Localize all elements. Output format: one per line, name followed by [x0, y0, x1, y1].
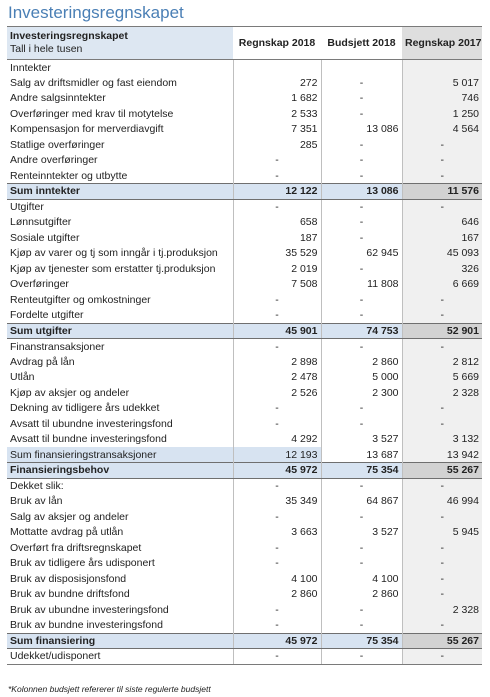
value-budsjett-2018: - — [321, 509, 402, 525]
row-label: Andre overføringer — [10, 154, 98, 167]
value-regnskap-2018: 12 193 — [233, 447, 321, 463]
table-sum-row — [7, 633, 482, 649]
row-label: Statlige overføringer — [10, 138, 105, 151]
value-regnskap-2017: 2 328 — [402, 602, 482, 618]
value-regnskap-2018: 2 526 — [233, 385, 321, 401]
value-regnskap-2017: - — [402, 308, 482, 324]
value-regnskap-2018: 45 972 — [233, 633, 321, 649]
table-row — [7, 230, 482, 246]
value-regnskap-2017: - — [402, 649, 482, 665]
value-regnskap-2017: 5 945 — [402, 525, 482, 541]
value-regnskap-2018: 7 508 — [233, 277, 321, 293]
row-label: Dekning av tidligere års udekket — [10, 402, 160, 415]
value-regnskap-2017: - — [402, 199, 482, 215]
table-sum-row — [7, 463, 482, 479]
table-row — [7, 277, 482, 293]
table-row — [7, 215, 482, 231]
table-row — [7, 75, 482, 91]
header-label-title: Investeringsregnskapet — [10, 30, 128, 42]
row-label: Utgifter — [10, 201, 44, 213]
table-row — [7, 106, 482, 122]
value-budsjett-2018: 3 527 — [321, 432, 402, 448]
row-label: Renteutgifter og omkostninger — [10, 293, 151, 306]
row-label: Overføringer — [10, 278, 69, 291]
value-budsjett-2018: - — [321, 75, 402, 91]
value-budsjett-2018: 13 086 — [321, 184, 402, 200]
value-budsjett-2018: 64 867 — [321, 494, 402, 510]
value-regnskap-2018: - — [233, 168, 321, 184]
value-budsjett-2018: 62 945 — [321, 246, 402, 262]
row-label: Avsatt til ubundne investeringsfond — [10, 417, 173, 430]
value-regnskap-2017: - — [402, 571, 482, 587]
row-label: Salg av driftsmidler og fast eiendom — [10, 76, 177, 89]
value-regnskap-2018: 2 533 — [233, 106, 321, 122]
value-budsjett-2018: 13 687 — [321, 447, 402, 463]
table-row — [7, 478, 482, 494]
table-row — [7, 416, 482, 432]
value-regnskap-2017: - — [402, 137, 482, 153]
value-regnskap-2018: - — [233, 199, 321, 215]
value-regnskap-2017: - — [402, 556, 482, 572]
row-label: Kjøp av aksjer og andeler — [10, 386, 130, 399]
row-label: Avsatt til bundne investeringsfond — [10, 433, 167, 446]
value-regnskap-2018: - — [233, 308, 321, 324]
row-label: Utlån — [10, 371, 35, 384]
value-regnskap-2017: 5 669 — [402, 370, 482, 386]
value-budsjett-2018: 5 000 — [321, 370, 402, 386]
row-label: Sum utgifter — [7, 323, 233, 339]
value-budsjett-2018: - — [321, 339, 402, 355]
value-regnskap-2017: 11 576 — [402, 184, 482, 200]
row-label: Bruk av tidligere års udisponert — [10, 557, 155, 570]
value-regnskap-2018: 658 — [233, 215, 321, 231]
table-row — [7, 602, 482, 618]
table-row — [7, 292, 482, 308]
value-regnskap-2017: 1 250 — [402, 106, 482, 122]
table-row — [7, 571, 482, 587]
value-budsjett-2018: - — [321, 292, 402, 308]
row-label: Bruk av bundne investeringsfond — [10, 619, 163, 631]
row-label: Bruk av ubundne investeringsfond — [10, 603, 169, 616]
value-regnskap-2018: 2 019 — [233, 261, 321, 277]
table-row — [7, 525, 482, 541]
table-body — [7, 60, 482, 665]
value-regnskap-2018: - — [233, 649, 321, 665]
value-regnskap-2018: 2 860 — [233, 587, 321, 603]
value-budsjett-2018: 75 354 — [321, 633, 402, 649]
row-label: Kompensasjon for merverdiavgift — [10, 123, 164, 136]
row-label: Inntekter — [10, 61, 51, 74]
value-regnskap-2017: 2 812 — [402, 354, 482, 370]
value-regnskap-2018 — [233, 60, 321, 76]
value-regnskap-2017: 746 — [402, 91, 482, 107]
value-regnskap-2018: - — [233, 478, 321, 494]
value-budsjett-2018: 11 808 — [321, 277, 402, 293]
row-label: Udekket/udisponert — [7, 649, 233, 665]
table-row — [7, 339, 482, 355]
value-regnskap-2017: 326 — [402, 261, 482, 277]
value-budsjett-2018: 2 860 — [321, 354, 402, 370]
value-regnskap-2017: 45 093 — [402, 246, 482, 262]
value-regnskap-2018: 3 663 — [233, 525, 321, 541]
value-budsjett-2018: - — [321, 540, 402, 556]
value-regnskap-2017: - — [402, 339, 482, 355]
value-regnskap-2017: 46 994 — [402, 494, 482, 510]
row-label: Sum inntekter — [7, 184, 233, 200]
value-budsjett-2018: - — [321, 106, 402, 122]
value-regnskap-2017: - — [402, 509, 482, 525]
value-regnskap-2017: 167 — [402, 230, 482, 246]
value-budsjett-2018: - — [321, 230, 402, 246]
value-regnskap-2017: 5 017 — [402, 75, 482, 91]
table-row — [7, 556, 482, 572]
value-budsjett-2018: - — [321, 308, 402, 324]
value-regnskap-2018: 4 292 — [233, 432, 321, 448]
value-regnskap-2017: - — [402, 416, 482, 432]
table-row — [7, 385, 482, 401]
table-row — [7, 308, 482, 324]
value-regnskap-2018: 187 — [233, 230, 321, 246]
table-row — [7, 447, 482, 463]
value-regnskap-2017: - — [402, 540, 482, 556]
row-label: Sosiale utgifter — [10, 231, 80, 244]
investment-accounts-table — [7, 26, 482, 665]
row-label: Kjøp av varer og tj som inngår i tj.produksjon — [10, 247, 218, 260]
value-regnskap-2017: - — [402, 401, 482, 417]
table-row — [7, 370, 482, 386]
header-label-cell — [7, 27, 233, 60]
table-row — [7, 246, 482, 262]
table-row — [7, 122, 482, 138]
value-regnskap-2018: 2 898 — [233, 354, 321, 370]
value-regnskap-2018: 272 — [233, 75, 321, 91]
value-budsjett-2018: - — [321, 215, 402, 231]
value-budsjett-2018: 74 753 — [321, 323, 402, 339]
value-regnskap-2018: 12 122 — [233, 184, 321, 200]
value-budsjett-2018: - — [321, 478, 402, 494]
value-regnskap-2018: - — [233, 540, 321, 556]
value-budsjett-2018: 4 100 — [321, 571, 402, 587]
value-regnskap-2017: 52 901 — [402, 323, 482, 339]
value-regnskap-2018: - — [233, 401, 321, 417]
row-label: Mottatte avdrag på utlån — [10, 526, 124, 539]
value-budsjett-2018: - — [321, 401, 402, 417]
table-header-row — [7, 27, 482, 60]
table-sum-row — [7, 184, 482, 200]
header-budsjett-2018: Budsjett 2018 — [321, 27, 402, 60]
value-regnskap-2017: 2 328 — [402, 385, 482, 401]
table-row — [7, 432, 482, 448]
row-label: Sum finansiering — [7, 633, 233, 649]
row-label: Lønnsutgifter — [10, 216, 72, 229]
row-label: Dekket slik: — [10, 480, 64, 492]
table-row — [7, 618, 482, 634]
row-label: Overføringer med krav til motytelse — [10, 107, 174, 120]
table-sum-row — [7, 323, 482, 339]
value-regnskap-2017: - — [402, 478, 482, 494]
row-label: Bruk av disposisjonsfond — [10, 572, 127, 585]
value-regnskap-2018: 2 478 — [233, 370, 321, 386]
table-row — [7, 153, 482, 169]
value-budsjett-2018: 3 527 — [321, 525, 402, 541]
table-row — [7, 649, 482, 665]
value-regnskap-2018: 1 682 — [233, 91, 321, 107]
value-regnskap-2017: - — [402, 292, 482, 308]
value-regnskap-2017: 55 267 — [402, 463, 482, 479]
value-regnskap-2017: 4 564 — [402, 122, 482, 138]
value-regnskap-2017: 55 267 — [402, 633, 482, 649]
value-regnskap-2018: - — [233, 153, 321, 169]
value-regnskap-2018: - — [233, 339, 321, 355]
value-budsjett-2018: 2 860 — [321, 587, 402, 603]
value-budsjett-2018: - — [321, 137, 402, 153]
table-row — [7, 354, 482, 370]
value-regnskap-2018: 7 351 — [233, 122, 321, 138]
value-regnskap-2018: - — [233, 416, 321, 432]
row-label: Overført fra driftsregnskapet — [10, 541, 142, 554]
row-label: Sum finansieringstransaksjoner — [7, 447, 233, 463]
value-budsjett-2018: - — [321, 618, 402, 634]
table-row — [7, 261, 482, 277]
value-regnskap-2017: 6 669 — [402, 277, 482, 293]
value-regnskap-2017: - — [402, 587, 482, 603]
value-regnskap-2017: 646 — [402, 215, 482, 231]
row-label: Finansieringsbehov — [7, 463, 233, 479]
row-label: Avdrag på lån — [10, 355, 75, 368]
value-budsjett-2018 — [321, 60, 402, 76]
value-regnskap-2017: 13 942 — [402, 447, 482, 463]
table-row — [7, 587, 482, 603]
row-label: Kjøp av tjenester som erstatter tj.produksjon — [10, 262, 216, 275]
value-budsjett-2018: 2 300 — [321, 385, 402, 401]
value-regnskap-2018: - — [233, 556, 321, 572]
value-budsjett-2018: - — [321, 153, 402, 169]
table-row — [7, 540, 482, 556]
value-regnskap-2018: - — [233, 618, 321, 634]
value-budsjett-2018: - — [321, 199, 402, 215]
footnote: *Kolonnen budsjett refererer til siste regulerte budsjett — [8, 684, 211, 694]
value-budsjett-2018: 75 354 — [321, 463, 402, 479]
table-row — [7, 401, 482, 417]
table-row — [7, 494, 482, 510]
header-label-subtitle: Tall i hele tusen — [10, 43, 83, 55]
value-budsjett-2018: - — [321, 649, 402, 665]
value-regnskap-2018: 45 972 — [233, 463, 321, 479]
table-row — [7, 60, 482, 76]
value-regnskap-2018: 285 — [233, 137, 321, 153]
value-regnskap-2018: - — [233, 602, 321, 618]
value-budsjett-2018: - — [321, 261, 402, 277]
row-label: Salg av aksjer og andeler — [10, 510, 129, 523]
value-regnskap-2017: - — [402, 168, 482, 184]
value-budsjett-2018: - — [321, 91, 402, 107]
value-regnskap-2018: 4 100 — [233, 571, 321, 587]
value-budsjett-2018: - — [321, 168, 402, 184]
table-row — [7, 168, 482, 184]
value-budsjett-2018: 13 086 — [321, 122, 402, 138]
row-label: Finanstransaksjoner — [10, 340, 105, 353]
table-row — [7, 509, 482, 525]
row-label: Bruk av lån — [10, 495, 63, 508]
value-regnskap-2018: 45 901 — [233, 323, 321, 339]
header-regnskap-2017: Regnskap 2017 — [402, 27, 482, 60]
row-label: Renteinntekter og utbytte — [10, 169, 128, 182]
table-row — [7, 137, 482, 153]
value-regnskap-2018: 35 529 — [233, 246, 321, 262]
header-regnskap-2018: Regnskap 2018 — [233, 27, 321, 60]
value-regnskap-2018: 35 349 — [233, 494, 321, 510]
row-label: Andre salgsinntekter — [10, 92, 106, 105]
page-title: Investeringsregnskapet — [8, 3, 184, 22]
row-label: Bruk av bundne driftsfond — [10, 588, 130, 601]
value-regnskap-2017: 3 132 — [402, 432, 482, 448]
table-row — [7, 91, 482, 107]
value-budsjett-2018: - — [321, 556, 402, 572]
value-regnskap-2018: - — [233, 509, 321, 525]
value-regnskap-2018: - — [233, 292, 321, 308]
value-regnskap-2017 — [402, 60, 482, 76]
table-row — [7, 199, 482, 215]
value-regnskap-2017: - — [402, 618, 482, 634]
value-regnskap-2017: - — [402, 153, 482, 169]
value-budsjett-2018: - — [321, 602, 402, 618]
value-budsjett-2018: - — [321, 416, 402, 432]
row-label: Fordelte utgifter — [10, 309, 84, 321]
